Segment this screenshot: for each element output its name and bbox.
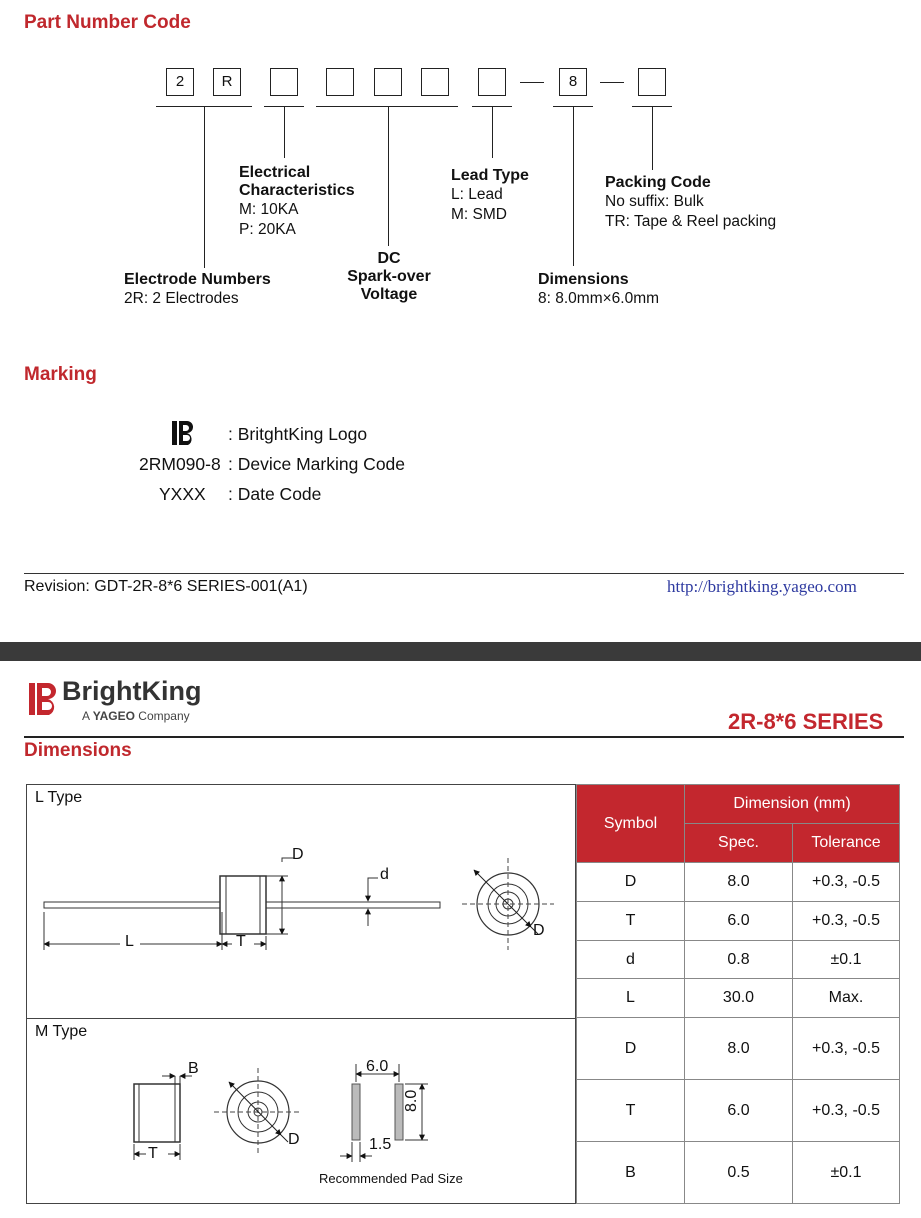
brightking-brand-logo-icon bbox=[28, 680, 60, 718]
code-box-3 bbox=[270, 68, 298, 96]
device-marking-code: 2RM090-8 bbox=[139, 454, 221, 474]
lead-type-line-2: M: SMD bbox=[451, 206, 507, 223]
packing-code-title: Packing Code bbox=[605, 174, 711, 191]
row-tolerance: +0.3, -0.5 bbox=[793, 902, 900, 941]
code-box-1: 2 bbox=[166, 68, 194, 96]
electrical-title-1: Electrical bbox=[239, 164, 311, 181]
dimensions-code-line-1: 8: 8.0mm×6.0mm bbox=[538, 290, 660, 307]
pad-height-label: 8.0 bbox=[403, 1089, 420, 1112]
date-code-description: : Date Code bbox=[228, 484, 322, 504]
header-rule bbox=[24, 736, 904, 738]
brand-subtitle-yageo: YAGEO bbox=[92, 709, 135, 723]
table-row bbox=[577, 1080, 900, 1142]
dc-voltage-line-2: Spark-over bbox=[347, 268, 431, 285]
symbol-header: Symbol bbox=[577, 785, 685, 863]
packing-code-line-1: No suffix: Bulk bbox=[605, 193, 704, 210]
revision-text: Revision: GDT-2R-8*6 SERIES-001(A1) bbox=[24, 578, 308, 595]
electrical-line-1: M: 10KA bbox=[239, 201, 299, 218]
footer-rule bbox=[24, 573, 904, 574]
row-spec: 8.0 bbox=[685, 1018, 793, 1080]
leader-line bbox=[492, 106, 493, 158]
table-row bbox=[577, 979, 900, 1018]
electrical-title-2: Characteristics bbox=[239, 182, 355, 199]
row-symbol: T bbox=[577, 902, 685, 941]
pad-width-label: 6.0 bbox=[366, 1058, 389, 1075]
pad-caption: Recommended Pad Size bbox=[319, 1171, 463, 1186]
page-separator bbox=[0, 642, 921, 661]
row-tolerance: ±0.1 bbox=[793, 1142, 900, 1204]
lead-type-title: Lead Type bbox=[451, 167, 529, 184]
code-box-8: 8 bbox=[559, 68, 587, 96]
lead-type-line-1: L: Lead bbox=[451, 186, 503, 203]
code-box-2: R bbox=[213, 68, 241, 96]
row-symbol: D bbox=[577, 1018, 685, 1080]
electrical-block bbox=[239, 164, 355, 240]
dimension-header: Dimension (mm) bbox=[685, 785, 900, 824]
l-label-d: d bbox=[380, 866, 389, 883]
electrode-title: Electrode Numbers bbox=[124, 271, 271, 288]
dc-voltage-block bbox=[330, 250, 448, 304]
marking-heading: Marking bbox=[24, 364, 97, 385]
row-symbol: L bbox=[577, 979, 685, 1018]
row-tolerance: +0.3, -0.5 bbox=[793, 863, 900, 902]
part-number-heading: Part Number Code bbox=[24, 12, 191, 33]
tolerance-header: Tolerance bbox=[793, 824, 900, 863]
dimension-table bbox=[576, 784, 900, 1204]
l-type-drawing bbox=[26, 784, 576, 1018]
row-tolerance: ±0.1 bbox=[793, 941, 900, 979]
table-row bbox=[577, 1142, 900, 1204]
m-label-D: D bbox=[288, 1131, 300, 1148]
code-box-5 bbox=[374, 68, 402, 96]
electrical-line-2: P: 20KA bbox=[239, 221, 296, 238]
code-box-7 bbox=[478, 68, 506, 96]
row-spec: 30.0 bbox=[685, 979, 793, 1018]
logo-description: : BritghtKing Logo bbox=[228, 424, 368, 444]
m-type-drawing bbox=[26, 1018, 576, 1204]
packing-code-line-2: TR: Tape & Reel packing bbox=[605, 213, 777, 230]
row-spec: 6.0 bbox=[685, 1080, 793, 1142]
code-box-9 bbox=[638, 68, 666, 96]
dimensions-heading: Dimensions bbox=[24, 740, 132, 761]
code-dash bbox=[520, 82, 544, 83]
spec-header: Spec. bbox=[685, 824, 793, 863]
table-row bbox=[577, 902, 900, 941]
row-spec: 8.0 bbox=[685, 863, 793, 902]
code-box-6 bbox=[421, 68, 449, 96]
m-type-label: M Type bbox=[35, 1023, 88, 1040]
row-spec: 0.8 bbox=[685, 941, 793, 979]
leader-line bbox=[652, 106, 653, 170]
electrode-line-1: 2R: 2 Electrodes bbox=[124, 290, 239, 307]
leader-line bbox=[284, 106, 285, 158]
leader-line bbox=[573, 106, 574, 266]
code-dash bbox=[600, 82, 624, 83]
l-label-T: T bbox=[236, 933, 246, 950]
lead-type-block bbox=[451, 167, 529, 225]
brand-subtitle bbox=[82, 709, 190, 723]
row-tolerance: +0.3, -0.5 bbox=[793, 1080, 900, 1142]
m-label-B: B bbox=[188, 1060, 199, 1077]
row-symbol: d bbox=[577, 941, 685, 979]
table-row bbox=[577, 863, 900, 902]
date-code: YXXX bbox=[159, 484, 206, 504]
dc-voltage-line-3: Voltage bbox=[360, 286, 418, 303]
dimensions-code-block bbox=[538, 271, 659, 309]
electrode-block bbox=[124, 271, 271, 309]
row-symbol: T bbox=[577, 1080, 685, 1142]
l-label-D-end: D bbox=[533, 922, 545, 939]
l-type-label: L Type bbox=[35, 789, 83, 806]
l-label-D: D bbox=[292, 846, 304, 863]
leader-line bbox=[388, 106, 389, 246]
dc-voltage-line-1: DC bbox=[377, 250, 401, 267]
table-row bbox=[577, 941, 900, 979]
brand-subtitle-c: Company bbox=[134, 709, 190, 723]
series-title: 2R-8*6 SERIES bbox=[728, 709, 884, 734]
brand-subtitle-a: A bbox=[82, 709, 93, 723]
row-spec: 6.0 bbox=[685, 902, 793, 941]
brightking-logo-icon bbox=[170, 418, 198, 448]
pad-gap-label: 1.5 bbox=[369, 1136, 392, 1153]
row-spec: 0.5 bbox=[685, 1142, 793, 1204]
row-symbol: D bbox=[577, 863, 685, 902]
device-marking-description: : Device Marking Code bbox=[228, 454, 406, 474]
table-row bbox=[577, 1018, 900, 1080]
dimensions-code-title: Dimensions bbox=[538, 271, 629, 288]
row-tolerance: Max. bbox=[793, 979, 900, 1018]
group-underline bbox=[316, 106, 458, 107]
website-link[interactable]: http://brightking.yageo.com bbox=[667, 577, 857, 596]
brand-name: BrightKing bbox=[62, 676, 202, 706]
leader-line bbox=[204, 106, 205, 268]
packing-code-block bbox=[605, 174, 776, 232]
l-label-L: L bbox=[125, 933, 134, 950]
m-label-T: T bbox=[148, 1145, 158, 1162]
row-tolerance: +0.3, -0.5 bbox=[793, 1018, 900, 1080]
row-symbol: B bbox=[577, 1142, 685, 1204]
code-box-4 bbox=[326, 68, 354, 96]
